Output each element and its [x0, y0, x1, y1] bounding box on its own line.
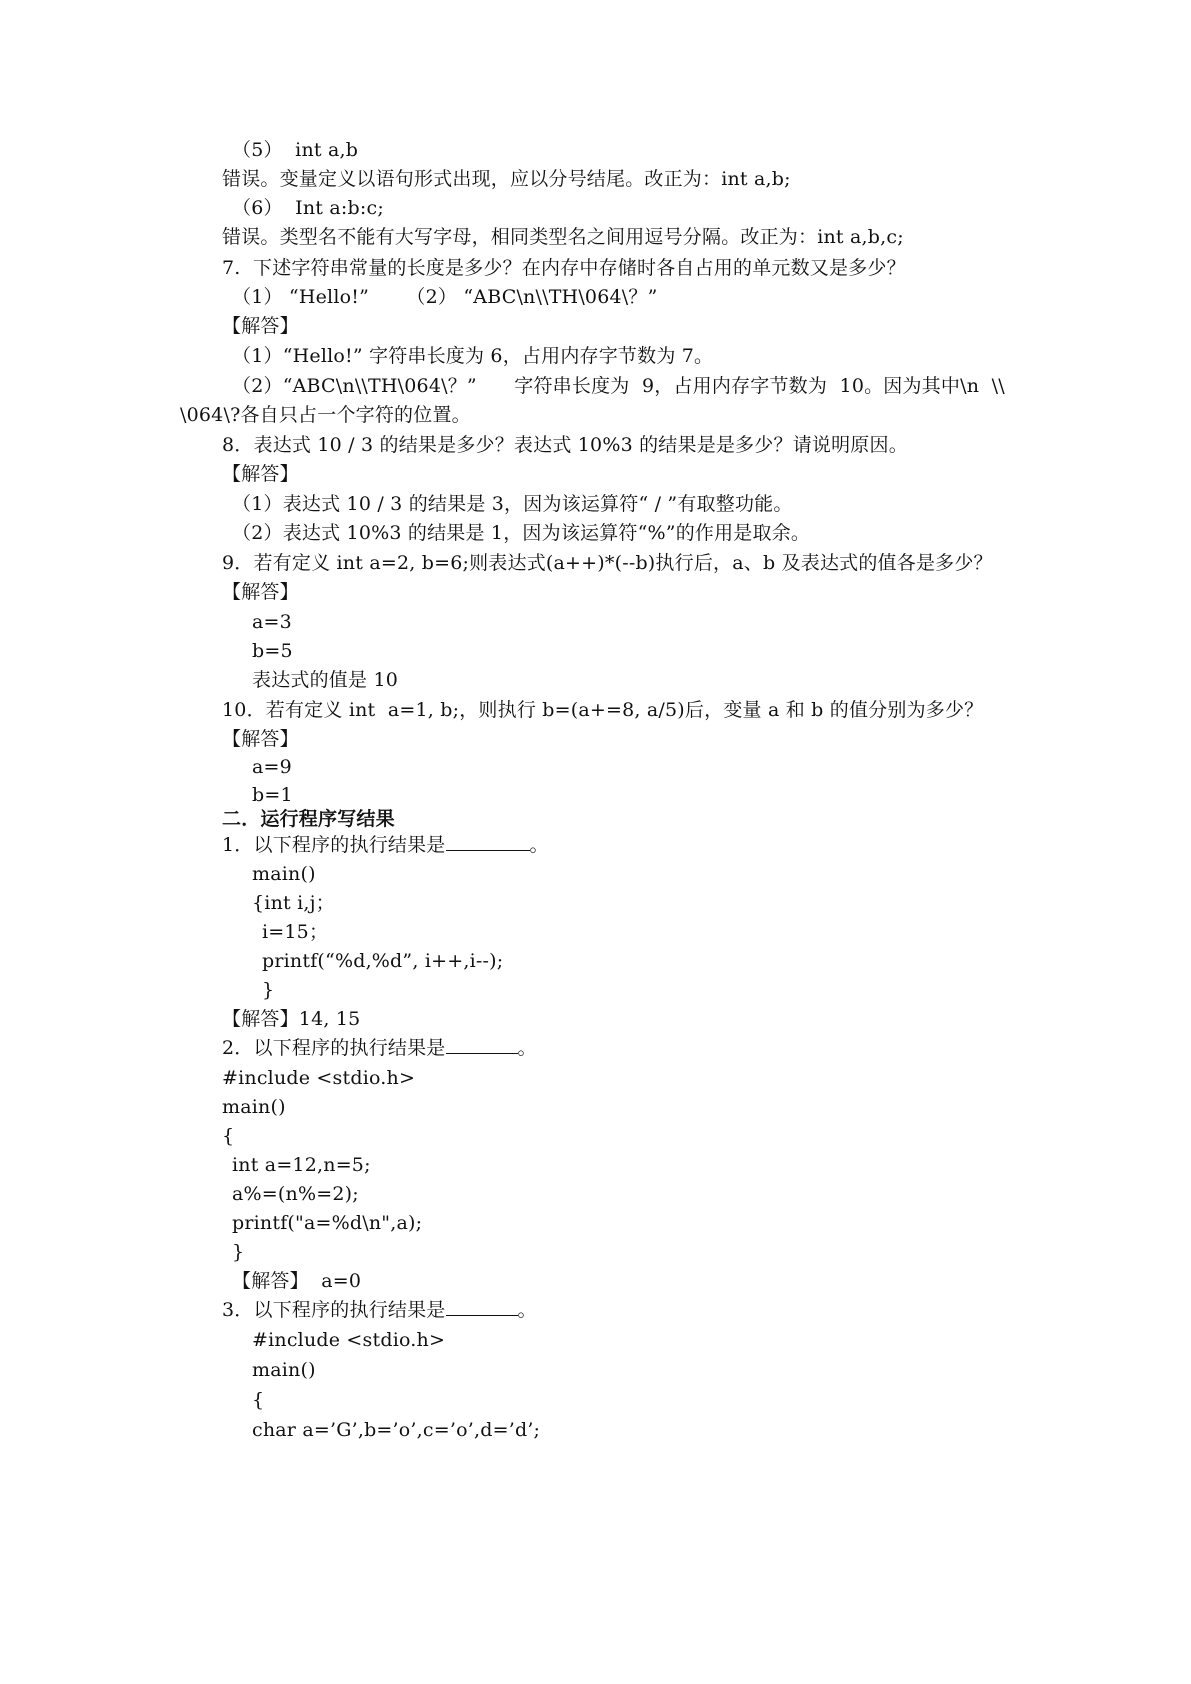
answer-blank	[446, 1315, 518, 1316]
answer-program-1: 【解答】14, 15	[222, 1008, 361, 1030]
code-line: main()	[252, 863, 316, 885]
code-line: char a=’G’,b=’o’,c=’o’,d=’d’;	[252, 1419, 541, 1441]
code-line: }	[232, 1241, 245, 1263]
section-heading: 二．运行程序写结果	[222, 808, 395, 830]
answer-9-a: a=3	[252, 611, 292, 633]
question-7: 7. 下述字符串常量的长度是多少？在内存中存储时各自占用的单元数又是多少？	[222, 257, 906, 279]
code-line: main()	[252, 1359, 316, 1381]
answer-blank	[446, 1053, 518, 1054]
code-line: a%=(n%=2);	[232, 1183, 359, 1205]
code-line: {	[222, 1125, 235, 1147]
code-line: #include <stdio.h>	[252, 1329, 446, 1351]
period: 。	[529, 834, 549, 856]
item-5-code: （5） int a,b	[232, 139, 359, 161]
period: 。	[517, 1299, 537, 1321]
answer-program-2: 【解答】 a=0	[232, 1270, 362, 1292]
answer-7-1: （1）“Hello!” 字符串长度为 6，占用内存字节数为 7。	[232, 345, 714, 367]
code-line: main()	[222, 1096, 286, 1118]
answer-7-2: （2）“ABC\n\\TH\064\？” 字符串长度为 9，占用内存字节数为 10。因为其中\n \\	[232, 375, 1005, 397]
answer-10-b: b=1	[252, 784, 293, 806]
answer-10-a: a=9	[252, 756, 292, 778]
question-8: 8．表达式 10 / 3 的结果是多少？表达式 10%3 的结果是是多少？请说明原因。	[222, 434, 908, 456]
code-line: printf(“%d,%d”, i++,i--);	[262, 950, 504, 972]
answer-8-2: （2）表达式 10%3 的结果是 1，因为该运算符“%”的作用是取余。	[232, 522, 811, 544]
answer-7-2-cont: \064\?各自只占一个字符的位置。	[180, 404, 471, 426]
answer-blank	[446, 850, 530, 851]
code-line: #include <stdio.h>	[222, 1067, 416, 1089]
program-question-3	[222, 1298, 537, 1322]
item-6-explanation: 错误。类型名不能有大写字母，相同类型名之间用逗号分隔。改正为：int a,b,c;	[222, 226, 904, 248]
question-text: 2．以下程序的执行结果是	[222, 1037, 446, 1059]
answer-heading: 【解答】	[222, 315, 299, 337]
answer-heading: 【解答】	[222, 581, 299, 603]
answer-9-expr: 表达式的值是 10	[252, 669, 399, 691]
code-line: printf("a=%d\n",a);	[232, 1212, 423, 1234]
program-question-2	[222, 1036, 537, 1060]
question-7-strings: （1） “Hello!” （2） “ABC\n\\TH\064\？”	[232, 286, 658, 308]
question-10: 10．若有定义 int a=1, b;，则执行 b=(a+=8, a/5)后，变量 a 和 b 的值分别为多少？	[222, 699, 984, 721]
question-text: 1．以下程序的执行结果是	[222, 834, 446, 856]
code-line: }	[262, 979, 275, 1001]
program-question-1	[222, 833, 549, 857]
answer-8-1: （1）表达式 10 / 3 的结果是 3，因为该运算符“ / ”有取整功能。	[232, 493, 793, 515]
answer-heading: 【解答】	[222, 728, 299, 750]
question-9: 9．若有定义 int a=2, b=6;则表达式(a++)*(--b)执行后，a、b 及表达式的值各是多少？	[222, 552, 993, 574]
question-text: 3．以下程序的执行结果是	[222, 1299, 446, 1321]
code-line: {	[252, 1389, 265, 1411]
answer-heading: 【解答】	[222, 463, 299, 485]
code-line: i=15；	[262, 921, 329, 943]
item-5-explanation: 错误。变量定义以语句形式出现，应以分号结尾。改正为：int a,b;	[222, 168, 791, 190]
answer-9-b: b=5	[252, 640, 293, 662]
code-line: {int i,j；	[252, 892, 335, 914]
code-line: int a=12,n=5;	[232, 1154, 371, 1176]
item-6-code: （6） Int a:b:c;	[232, 197, 384, 219]
period: 。	[517, 1037, 537, 1059]
